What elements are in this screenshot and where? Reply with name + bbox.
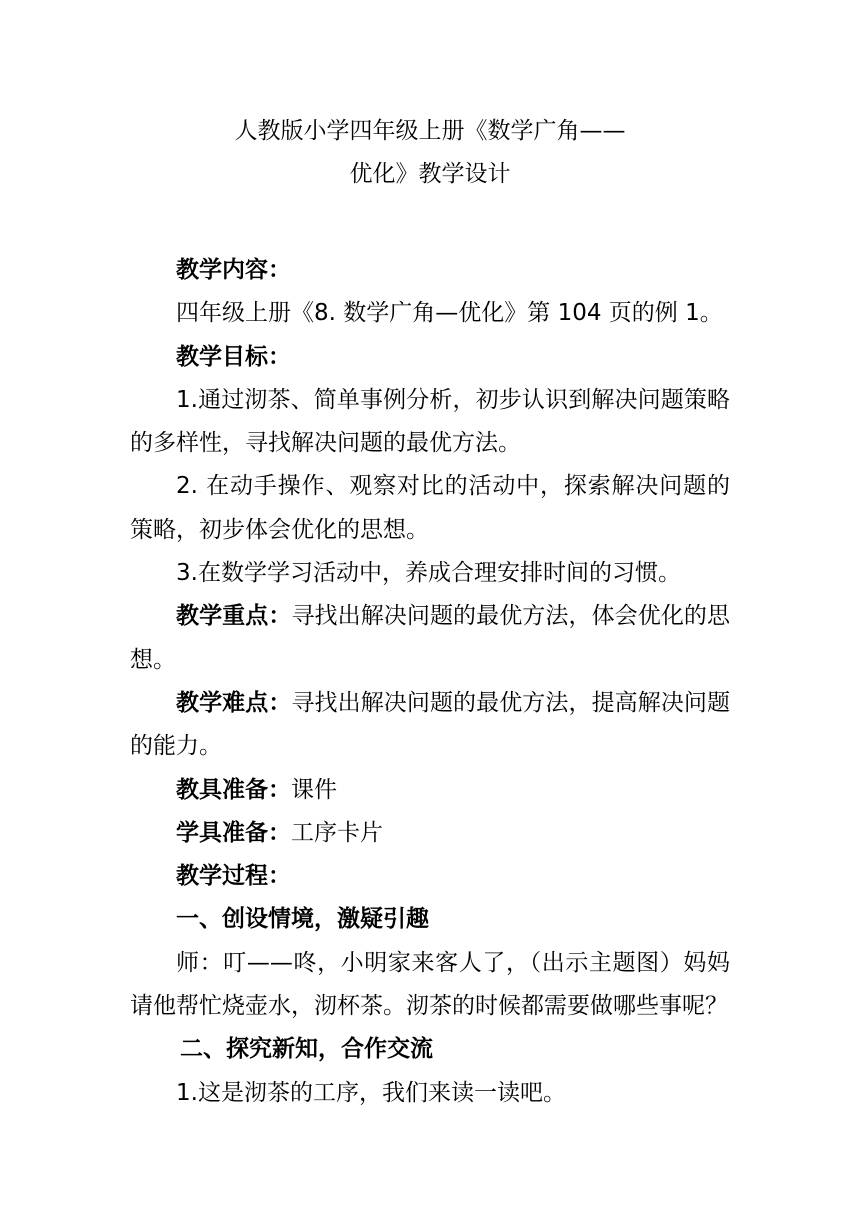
- title-line-2: 优化》教学设计: [349, 161, 511, 187]
- objectives-heading: [130, 336, 730, 379]
- teaching-content-paragraph: 四年级上册《8. 数学广角—优化》第 104 页的例 1。: [176, 300, 723, 327]
- section-2-heading: 二、探究新知，合作交流: [180, 1036, 433, 1063]
- student-tools-paragraph: [130, 812, 730, 855]
- student-tools-text: 工序卡片: [291, 819, 383, 846]
- objective-2-paragraph: 2. 在动手操作、观察对比的活动中，探索解决问题的策略，初步体会优化的思想。: [130, 473, 730, 543]
- student-tools-label: 学具准备：: [176, 819, 291, 846]
- teacher-tools-text: 课件: [291, 776, 337, 803]
- teaching-content-heading: [130, 249, 730, 292]
- difficulties-paragraph: [130, 682, 730, 769]
- objectives-label: 教学目标：: [176, 343, 291, 370]
- teacher-tools-paragraph: [130, 769, 730, 812]
- objective-3-paragraph: 3.在数学学习活动中，养成合理安排时间的习惯。: [176, 560, 681, 587]
- key-points-paragraph: [130, 595, 730, 682]
- document-title: [130, 110, 730, 196]
- teaching-content-label: 教学内容：: [176, 257, 291, 283]
- difficulties-label: 教学难点：: [176, 689, 292, 716]
- section-2-item-1: 1.这是沏茶的工序，我们来读一读吧。: [176, 1079, 566, 1106]
- teacher-tools-label: 教具准备：: [176, 776, 291, 803]
- key-points-text: 寻找出解决问题的最优方法，体会优化的思想。: [130, 603, 731, 673]
- process-label: 教学过程：: [176, 863, 291, 890]
- section-1-paragraph: 师：叮——咚，小明家来客人了，（出示主题图）妈妈请他帮忙烧壶水，沏杯茶。沏茶的时候都需要做哪些事呢？: [130, 949, 730, 1020]
- document-body: [130, 249, 730, 1115]
- section-1-heading: 一、创设情境，激疑引趣: [176, 906, 429, 933]
- objective-1-paragraph: 1.通过沏茶、简单事例分析，初步认识到解决问题策略的多样性，寻找解决问题的最优方法。: [130, 386, 730, 457]
- title-line-1: 人教版小学四年级上册《数学广角——: [234, 118, 626, 144]
- difficulties-text: 寻找出解决问题的最优方法，提高解决问题的能力。: [130, 689, 731, 760]
- key-points-label: 教学重点：: [176, 603, 292, 630]
- process-heading: [130, 855, 730, 898]
